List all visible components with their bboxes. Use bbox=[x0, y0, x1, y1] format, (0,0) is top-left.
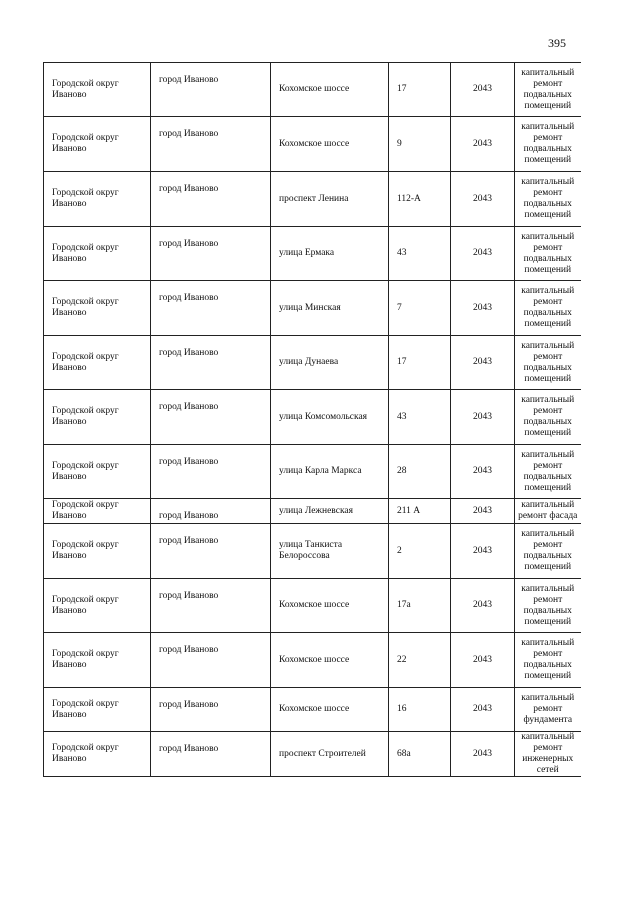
cell-year: 2043 bbox=[451, 524, 515, 579]
table-row bbox=[44, 633, 581, 688]
cell-year: 2043 bbox=[451, 281, 515, 336]
cell-house: 112-А bbox=[389, 172, 451, 227]
cell-work: капитальный ремонт подвальных помещений bbox=[515, 524, 581, 579]
cell-street: Кохомское шоссе bbox=[271, 117, 389, 172]
cell-year: 2043 bbox=[451, 499, 515, 524]
cell-street: Кохомское шоссе bbox=[271, 63, 389, 117]
cell-city: город Иваново bbox=[151, 63, 271, 117]
cell-street: Кохомское шоссе bbox=[271, 688, 389, 732]
cell-street: Кохомское шоссе bbox=[271, 579, 389, 633]
cell-street: проспект Ленина bbox=[271, 172, 389, 227]
cell-work: капитальный ремонт фундамента bbox=[515, 688, 581, 732]
cell-house: 7 bbox=[389, 281, 451, 336]
table-row bbox=[44, 445, 581, 499]
cell-year: 2043 bbox=[451, 227, 515, 281]
cell-house: 17а bbox=[389, 579, 451, 633]
cell-district: Городской округ Иваново bbox=[44, 336, 151, 390]
table-row bbox=[44, 524, 581, 579]
table-row bbox=[44, 732, 581, 777]
cell-house: 68а bbox=[389, 732, 451, 777]
cell-work: капитальный ремонт инженерных сетей bbox=[515, 732, 581, 777]
cell-house: 9 bbox=[389, 117, 451, 172]
cell-district: Городской округ Иваново bbox=[44, 227, 151, 281]
cell-street: улица Комсомольская bbox=[271, 390, 389, 445]
cell-city: город Иваново bbox=[151, 390, 271, 445]
cell-work: капитальный ремонт подвальных помещений bbox=[515, 117, 581, 172]
cell-year: 2043 bbox=[451, 390, 515, 445]
page-number: 395 bbox=[548, 36, 566, 50]
cell-district: Городской округ Иваново bbox=[44, 445, 151, 499]
cell-city: город Иваново bbox=[151, 524, 271, 579]
cell-year: 2043 bbox=[451, 172, 515, 227]
cell-house: 16 bbox=[389, 688, 451, 732]
cell-city: город Иваново bbox=[151, 172, 271, 227]
cell-house: 43 bbox=[389, 227, 451, 281]
repair-schedule-table bbox=[43, 62, 581, 777]
cell-city: город Иваново bbox=[151, 579, 271, 633]
cell-year: 2043 bbox=[451, 579, 515, 633]
cell-city: город Иваново bbox=[151, 688, 271, 732]
cell-district: Городской округ Иваново bbox=[44, 732, 151, 777]
cell-year: 2043 bbox=[451, 63, 515, 117]
cell-work: капитальный ремонт подвальных помещений bbox=[515, 63, 581, 117]
cell-house: 2 bbox=[389, 524, 451, 579]
cell-district: Городской округ Иваново bbox=[44, 633, 151, 688]
cell-city: город Иваново bbox=[151, 732, 271, 777]
cell-city: город Иваново bbox=[151, 117, 271, 172]
cell-district: Городской округ Иваново bbox=[44, 63, 151, 117]
table-row bbox=[44, 688, 581, 732]
cell-work: капитальный ремонт подвальных помещений bbox=[515, 172, 581, 227]
table-row bbox=[44, 227, 581, 281]
cell-year: 2043 bbox=[451, 336, 515, 390]
cell-work: капитальный ремонт подвальных помещений bbox=[515, 579, 581, 633]
cell-street: улица Ермака bbox=[271, 227, 389, 281]
table-row bbox=[44, 499, 581, 524]
table-row bbox=[44, 336, 581, 390]
cell-year: 2043 bbox=[451, 117, 515, 172]
cell-street: улица Танкиста Белороссова bbox=[271, 524, 389, 579]
cell-street: улица Минская bbox=[271, 281, 389, 336]
cell-city: город Иваново bbox=[151, 336, 271, 390]
table-row bbox=[44, 172, 581, 227]
cell-year: 2043 bbox=[451, 633, 515, 688]
cell-work: капитальный ремонт фасада bbox=[515, 499, 581, 524]
table-row bbox=[44, 117, 581, 172]
cell-work: капитальный ремонт подвальных помещений bbox=[515, 336, 581, 390]
table-row bbox=[44, 390, 581, 445]
cell-district: Городской округ Иваново bbox=[44, 390, 151, 445]
cell-house: 22 bbox=[389, 633, 451, 688]
cell-district: Городской округ Иваново bbox=[44, 524, 151, 579]
cell-house: 17 bbox=[389, 63, 451, 117]
cell-district: Городской округ Иваново bbox=[44, 499, 151, 524]
cell-work: капитальный ремонт подвальных помещений bbox=[515, 281, 581, 336]
cell-city: город Иваново bbox=[151, 227, 271, 281]
cell-city: город Иваново bbox=[151, 633, 271, 688]
cell-district: Городской округ Иваново bbox=[44, 688, 151, 732]
cell-street: улица Дунаева bbox=[271, 336, 389, 390]
cell-work: капитальный ремонт подвальных помещений bbox=[515, 445, 581, 499]
cell-district: Городской округ Иваново bbox=[44, 172, 151, 227]
cell-house: 28 bbox=[389, 445, 451, 499]
cell-street: улица Лежневская bbox=[271, 499, 389, 524]
cell-work: капитальный ремонт подвальных помещений bbox=[515, 633, 581, 688]
table-row bbox=[44, 281, 581, 336]
cell-house: 43 bbox=[389, 390, 451, 445]
cell-district: Городской округ Иваново bbox=[44, 579, 151, 633]
table-row bbox=[44, 63, 581, 117]
cell-house: 211 А bbox=[389, 499, 451, 524]
cell-work: капитальный ремонт подвальных помещений bbox=[515, 227, 581, 281]
cell-year: 2043 bbox=[451, 445, 515, 499]
cell-district: Городской округ Иваново bbox=[44, 117, 151, 172]
cell-city: город Иваново bbox=[151, 445, 271, 499]
cell-street: проспект Строителей bbox=[271, 732, 389, 777]
cell-year: 2043 bbox=[451, 688, 515, 732]
cell-city: город Иваново bbox=[151, 281, 271, 336]
cell-work: капитальный ремонт подвальных помещений bbox=[515, 390, 581, 445]
cell-city: город Иваново bbox=[151, 499, 271, 524]
cell-district: Городской округ Иваново bbox=[44, 281, 151, 336]
cell-street: улица Карла Маркса bbox=[271, 445, 389, 499]
cell-street: Кохомское шоссе bbox=[271, 633, 389, 688]
cell-house: 17 bbox=[389, 336, 451, 390]
cell-year: 2043 bbox=[451, 732, 515, 777]
table-row bbox=[44, 579, 581, 633]
